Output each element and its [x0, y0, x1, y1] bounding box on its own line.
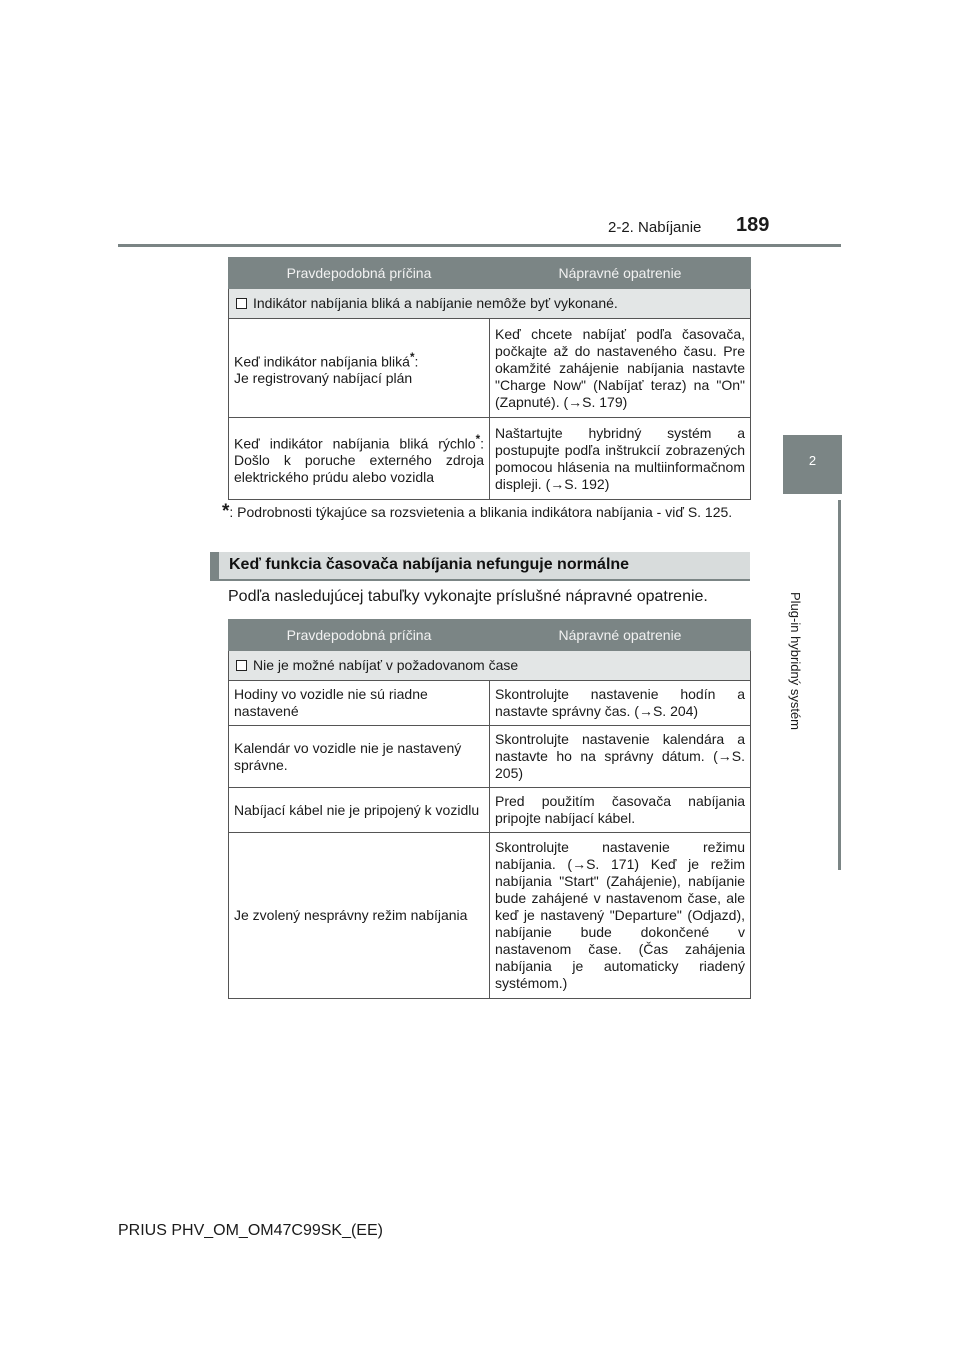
- page-number: 189: [736, 214, 770, 236]
- remedy-cell: Naštartujte hybridný systém a postupujte podľa inštrukcií zobrazených pomocou hlásenia na multiinformačnom displeji. (→S. 192): [490, 418, 751, 500]
- remedy-cell: Skontrolujte nastavenie hodín a nastavte správny čas. (→S. 204): [490, 681, 751, 726]
- col-cause-header: Pravdepodobná príčina: [229, 258, 490, 289]
- cause-cell: Hodiny vo vozidle nie sú riadne nastavené: [229, 681, 490, 726]
- table-row: [229, 418, 751, 500]
- table-row: [229, 319, 751, 418]
- table-row: [229, 833, 751, 999]
- col-remedy-header: Nápravné opatrenie: [490, 620, 751, 651]
- header-divider: [118, 244, 841, 247]
- footnote-text: : Podrobnosti týkajúce sa rozsvietenia a blikania indikátora nabíjania - viď S. 125.: [229, 504, 733, 520]
- group-title: Indikátor nabíjania bliká a nabíjanie nemôže byť vykonané.: [253, 295, 618, 311]
- chapter-title: Plug-in hybridný systém: [788, 592, 803, 730]
- cause-cell: Je zvolený nesprávny režim nabíjania: [229, 833, 490, 999]
- checkbox-icon: [236, 660, 247, 671]
- table-header-row: [229, 620, 751, 651]
- cause-detail: Došlo k poruche externého zdroja elektrického prúdu alebo vozidla: [234, 452, 484, 486]
- remedy-cell: Keď chcete nabíjať podľa časovača, počkajte až do nastaveného času. Pre okamžité zahájenie nabíjania nastavte "Charge Now" (Nabíjať teraz) na "On" (Zapnuté). (→S. 179): [490, 319, 751, 418]
- table-row: [229, 726, 751, 788]
- section-heading-rule: [210, 579, 750, 581]
- table-group-row: [229, 651, 751, 681]
- chapter-tab: [783, 435, 842, 494]
- chapter-side-line: [838, 500, 841, 870]
- table-group-row: [229, 289, 751, 319]
- cause-cell: Keď indikátor nabíjania bliká rýchlo*: Došlo k poruche externého zdroja elektrického prúdu alebo vozidla: [229, 418, 490, 500]
- group-cell: [229, 651, 751, 681]
- asterisk-marker: *: [409, 350, 415, 364]
- remedy-cell: Skontrolujte nastavenie kalendára a nastavte ho na správny dátum. (→S. 205): [490, 726, 751, 788]
- charging-cause-table: [228, 257, 751, 500]
- section-heading-text: Keď funkcia časovača nabíjania nefunguje normálne: [229, 556, 630, 573]
- group-cell: [229, 289, 751, 319]
- group-title: Nie je možné nabíjať v požadovanom čase: [253, 657, 519, 673]
- cause-detail: Je registrovaný nabíjací plán: [234, 370, 413, 387]
- section-title: 2-2. Nabíjanie: [608, 219, 702, 236]
- remedy-cell: Skontrolujte nastavenie režimu nabíjania. (→S. 171) Keď je režim nabíjania "Start" (Zahájenie), nabíjanie bude zahájené v nastavenom čase, ale keď je nastavený "Departure" (Odjazd), nabíjanie bude dokončené v nastavenom čase. (Čas zahájenia nabíjania je automaticky riadený systémom.): [490, 833, 751, 999]
- footnote-marker: *: [222, 501, 230, 522]
- table-header-row: [229, 258, 751, 289]
- timer-cause-table: [228, 619, 751, 999]
- cause-cell: Keď indikátor nabíjania bliká*: Je registrovaný nabíjací plán: [229, 319, 490, 418]
- cause-cell: Nabíjací kábel nie je pripojený k vozidlu: [229, 788, 490, 833]
- cause-cell: Kalendár vo vozidle nie je nastavený správne.: [229, 726, 490, 788]
- cause-text: Keď indikátor nabíjania bliká: [234, 353, 410, 370]
- col-cause-header: Pravdepodobná príčina: [229, 620, 490, 651]
- intro-paragraph: Podľa nasledujúcej tabuľky vykonajte príslušné nápravné opatrenie.: [228, 588, 708, 605]
- document-code: PRIUS PHV_OM_OM47C99SK_(EE): [118, 1222, 383, 1239]
- table-row: [229, 788, 751, 833]
- chapter-number: 2: [808, 453, 817, 468]
- remedy-cell: Pred použitím časovača nabíjania pripojte nabíjací kábel.: [490, 788, 751, 833]
- checkbox-icon: [236, 298, 247, 309]
- cause-text: Keď indikátor nabíjania bliká rýchlo: [234, 435, 476, 452]
- footnote: [222, 502, 762, 522]
- col-remedy-header: Nápravné opatrenie: [490, 258, 751, 289]
- asterisk-marker: *: [475, 432, 481, 446]
- section-heading: [210, 552, 750, 579]
- table-row: [229, 681, 751, 726]
